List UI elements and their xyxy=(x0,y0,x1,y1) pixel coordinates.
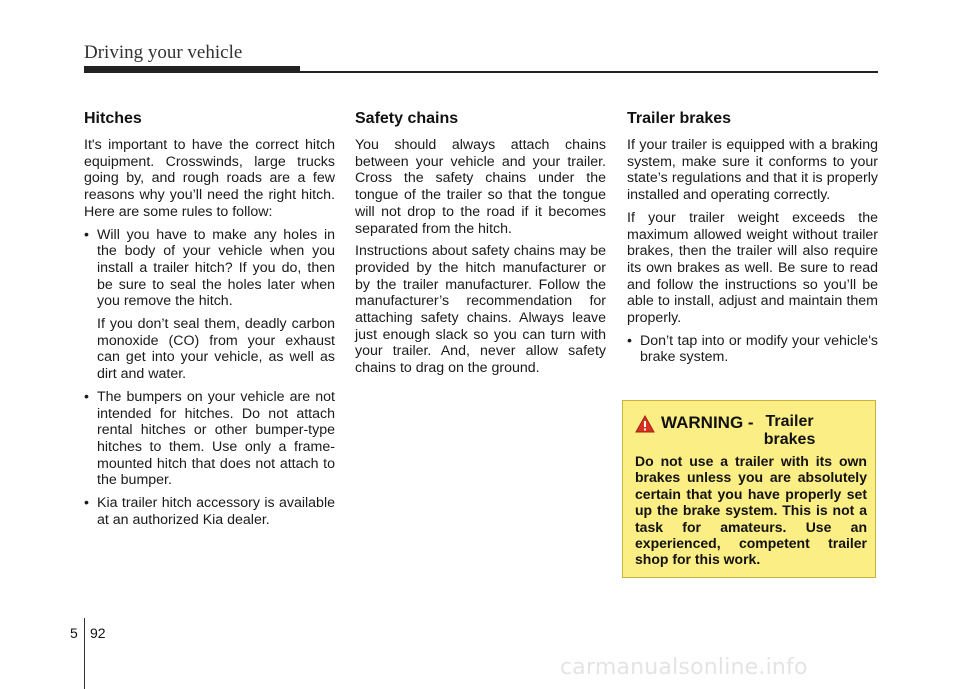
watermark: carmanualsonline.info xyxy=(560,655,808,680)
list-item xyxy=(84,227,335,383)
hitches-bullet-3: Kia trailer hitch accessory is available at an authorized Kia dealer. xyxy=(97,495,335,528)
page-header-title: Driving your vehicle xyxy=(84,42,243,63)
hitches-bullet-1-followup: If you don’t seal them, deadly carbon monoxide (CO) from your exhaust can get into your vehicle, as well as dirt and water. xyxy=(97,316,335,383)
warning-title: Trailer brakes xyxy=(763,413,816,448)
safety-chains-paragraph-2: Instructions about safety chains may be provided by the hitch manufacturer or by the trailer manufacturer. Follow the manufacturer’s recommendation for attaching safety chains. Always leave just enough slack so you can turn with your trailer. And, never allow safety chains to drag on the ground. xyxy=(355,243,606,377)
warning-triangle-icon xyxy=(635,415,655,433)
trailer-brakes-paragraph-1: If your trailer is equipped with a braking system, make sure it conforms to your state’s regulations and that it is properly installed and operating correctly. xyxy=(627,137,878,204)
hitches-heading: Hitches xyxy=(84,110,142,127)
bullet-glyph: • xyxy=(84,495,89,512)
bullet-glyph: • xyxy=(627,332,632,349)
warning-label: WARNING - xyxy=(661,413,754,432)
trailer-brakes-column xyxy=(627,110,878,372)
trailer-brakes-paragraph-2: If your trailer weight exceeds the maximum allowed weight without trailer brakes, then the trailer will also require its own brakes as well. Be sure to read and follow the instructions so you’ll be able to install, adjust and maintain them properly. xyxy=(627,209,878,327)
hitches-bullet-list xyxy=(84,227,335,529)
hitches-bullet-2: The bumpers on your vehicle are not intended for hitches. Do not attach rental hitches or other bumper-type hitches to them. Use only a frame-mounted hitch that does not attach to the bumper. xyxy=(97,388,335,489)
trailer-brakes-heading: Trailer brakes xyxy=(627,110,732,127)
safety-chains-paragraph-1: You should always attach chains between your vehicle and your trailer. Cross the safety chains under the tongue of the trailer so that the tongue will not drop to the road if it becomes separated from the hitch. xyxy=(355,137,606,237)
footer-divider xyxy=(84,618,85,689)
warning-box xyxy=(622,400,876,578)
safety-chains-column xyxy=(355,110,606,383)
bullet-glyph: • xyxy=(84,388,89,405)
warning-body: Do not use a trailer with its own brakes unless you are absolutely certain that you have properly set up the brake system. This is not a task for amateurs. Use an experienced, competent trailer shop for this work. xyxy=(635,453,867,568)
list-item xyxy=(627,333,878,366)
chapter-number: 5 xyxy=(70,625,78,641)
hitches-bullet-1: Will you have to make any holes in the body of your vehicle when you install a trailer hitch? If you do, then be sure to seal the holes later when you remove the hitch. xyxy=(97,226,335,310)
trailer-brakes-bullet-list xyxy=(627,333,878,366)
page-number: 92 xyxy=(90,625,106,641)
warning-header xyxy=(635,413,867,449)
trailer-brakes-bullet-1: Don’t tap into or modify your vehicle's brake system. xyxy=(640,332,878,366)
safety-chains-heading: Safety chains xyxy=(355,110,459,127)
list-item xyxy=(84,495,335,528)
header-rule-thin xyxy=(84,71,878,73)
hitches-intro: It's important to have the correct hitch equipment. Crosswinds, large trucks going by, and rough roads are a few reasons why you’ll need the right hitch. Here are some rules to follow: xyxy=(84,137,335,220)
bullet-glyph: • xyxy=(84,226,89,243)
hitches-column xyxy=(84,110,335,534)
list-item xyxy=(84,389,335,489)
